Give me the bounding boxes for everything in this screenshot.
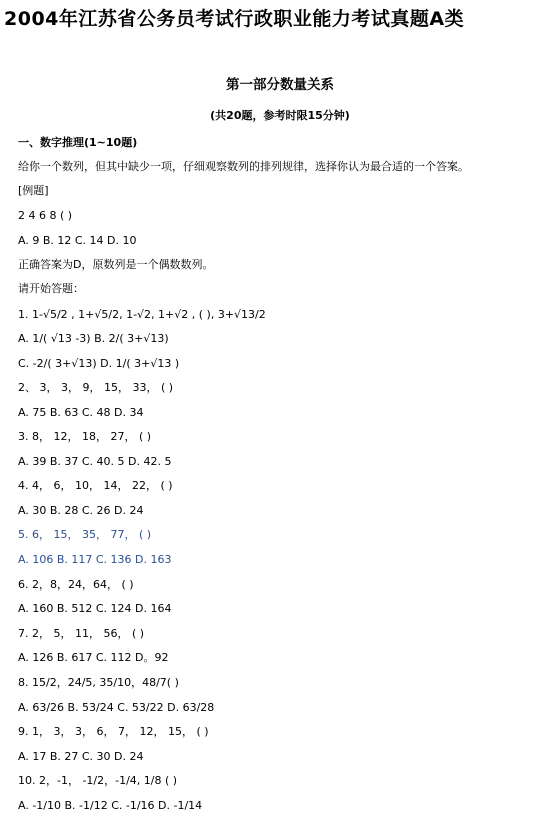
section-heading: 一、数字推理(1~10题) (18, 136, 138, 149)
question-5: 5. 6， 15， 35， 77， ( ) (18, 528, 152, 541)
question-9: 9. 1， 3， 3， 6， 7， 12， 15， ( ) (18, 725, 209, 738)
part-title: 第一部分数量关系 (226, 77, 334, 93)
question-8: 8. 15/2，24/5, 35/10，48/7( ) (18, 676, 179, 689)
example-options: A. 9 B. 12 C. 14 D. 10 (18, 234, 137, 247)
question-8-options: A. 63/26 B. 53/24 C. 53/22 D. 63/28 (18, 701, 215, 714)
document-title: 2004年江苏省公务员考试行政职业能力考试真题A类 (4, 8, 465, 30)
question-7: 7. 2， 5， 11， 56， ( ) (18, 627, 145, 640)
example-answer: 正确答案为D，原数列是一个偶数数列。 (18, 258, 214, 271)
question-2: 2、 3， 3， 9， 15， 33， ( ) (18, 381, 174, 394)
question-9-options: A. 17 B. 27 C. 30 D. 24 (18, 750, 144, 763)
question-10-options: A. -1/10 B. -1/12 C. -1/16 D. -1/14 (18, 799, 203, 812)
question-3-options: A. 39 B. 37 C. 40. 5 D. 42. 5 (18, 455, 172, 468)
question-3: 3. 8， 12， 18， 27， ( ) (18, 430, 152, 443)
question-10: 10. 2，-1， -1/2，-1/4, 1/8 ( ) (18, 774, 178, 787)
question-1-options-b: C. -2/( 3+√13) D. 1/( 3+√13 ) (18, 357, 180, 370)
start-prompt: 请开始答题： (18, 282, 84, 295)
example-label: [例题] (18, 184, 49, 197)
question-2-options: A. 75 B. 63 C. 48 D. 34 (18, 406, 144, 419)
question-4-options: A. 30 B. 28 C. 26 D. 24 (18, 504, 144, 517)
instruction-text: 给你一个数列，但其中缺少一项，仔细观察数列的排列规律，选择你认为最合适的一个答案。 (18, 160, 469, 173)
question-6: 6. 2，8，24，64， ( ) (18, 578, 134, 591)
part-subtitle: (共20题，参考时限15分钟) (210, 109, 350, 122)
question-1-options-a: A. 1/( √13 -3) B. 2/( 3+√13) (18, 332, 169, 345)
example-sequence: 2 4 6 8 ( ) (18, 209, 73, 222)
question-4: 4. 4， 6， 10， 14， 22， ( ) (18, 479, 173, 492)
question-1: 1. 1-√5/2 , 1+√5/2, 1-√2, 1+√2 , ( ), 3+√13/2 (18, 308, 266, 321)
question-7-options: A. 126 B. 617 C. 112 D。92 (18, 651, 169, 664)
question-6-options: A. 160 B. 512 C. 124 D. 164 (18, 602, 172, 615)
question-5-options: A. 106 B. 117 C. 136 D. 163 (18, 553, 172, 566)
